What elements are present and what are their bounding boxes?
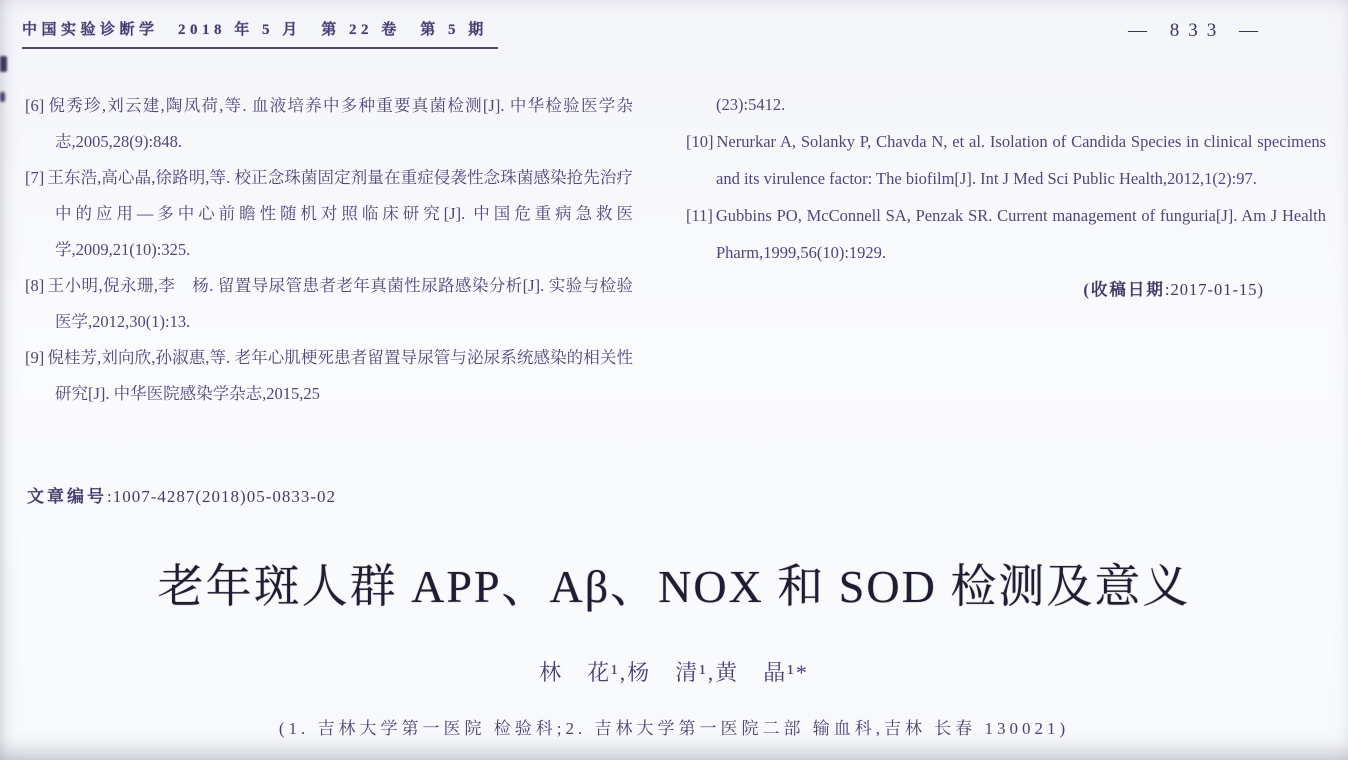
- reference-text: Gubbins PO, McConnell SA, Penzak SR. Current management of funguria[J]. Am J Health Pharm,1999,56(10):1929.: [715, 206, 1326, 262]
- received-date-value: :2017-01-15): [1164, 280, 1264, 299]
- article-number-value: :1007-4287(2018)05-0833-02: [107, 487, 337, 506]
- page-number: — 833 —: [1128, 20, 1267, 41]
- article-number-label: 文章编号: [27, 487, 107, 506]
- references-left-column: [25, 88, 633, 412]
- reference-label: [11]: [686, 206, 713, 225]
- references-right-column: [686, 86, 1326, 308]
- reference-item: [25, 160, 633, 268]
- reference-continuation: (23):5412.: [716, 95, 786, 114]
- reference-label: [9]: [25, 348, 45, 367]
- reference-text: 倪桂芳,刘向欣,孙淑惠,等. 老年心肌梗死患者留置导尿管与泌尿系统感染的相关性研究[J]. 中华医院感染学杂志,2015,25: [47, 348, 633, 403]
- scan-smudge: [0, 92, 5, 102]
- reference-item: [25, 88, 633, 160]
- reference-label: [6]: [25, 96, 45, 115]
- reference-label: [8]: [25, 276, 45, 295]
- reference-text: 王东浩,高心晶,徐路明,等. 校正念珠菌固定剂量在重症侵袭性念珠菌感染抢先治疗中的应用—多中心前瞻性随机对照临床研究[J]. 中国危重病急救医学,2009,21(10):325.: [47, 168, 633, 259]
- article-affiliation: (1. 吉林大学第一医院 检验科;2. 吉林大学第一医院二部 输血科,吉林 长春 130021): [278, 719, 1070, 738]
- scan-smudge: [0, 56, 7, 72]
- reference-text: 倪秀珍,刘云建,陶凤荷,等. 血液培养中多种重要真菌检测[J]. 中华检验医学杂志,2005,28(9):848.: [47, 96, 633, 151]
- received-date: [686, 271, 1326, 308]
- article-authors: 林 花¹,杨 清¹,黄 晶¹*: [539, 660, 809, 685]
- reference-item: [25, 340, 633, 412]
- received-date-label: (收稿日期: [1083, 280, 1165, 299]
- reference-item: [686, 197, 1326, 271]
- reference-text: 王小明,倪永珊,李 杨. 留置导尿管患者老年真菌性尿路感染分析[J]. 实验与检验医学,2012,30(1):13.: [47, 276, 633, 331]
- reference-label: [10]: [686, 132, 714, 151]
- article-number: [27, 482, 336, 507]
- reference-item: [686, 123, 1326, 197]
- journal-header: 中国实验诊断学 2018 年 5 月 第 22 卷 第 5 期: [22, 18, 498, 49]
- reference-label: [7]: [25, 168, 45, 187]
- reference-item: [25, 268, 633, 340]
- reference-text: Nerurkar A, Solanky P, Chavda N, et al. Isolation of Candida Species in clinical specimens and its virulence factor: The biofilm[J]. Int J Med Sci Public Health,2012,1(2):97.: [716, 132, 1326, 188]
- article-title: 老年斑人群 APP、Aβ、NOX 和 SOD 检测及意义: [157, 561, 1191, 612]
